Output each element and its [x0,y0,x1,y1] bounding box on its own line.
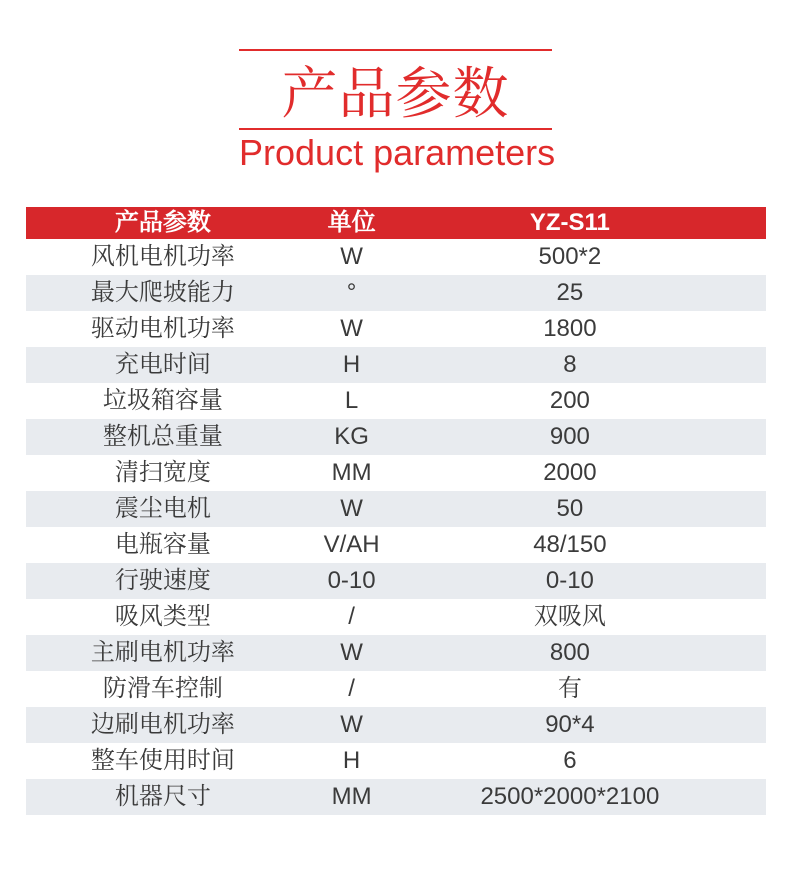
row-unit: L [344,387,359,414]
table-header-row [26,207,766,239]
row-value: 90*4 [545,711,595,738]
row-unit: 0-10 [327,567,376,594]
column-header-parameter: 产品参数 [114,209,211,236]
row-parameter-name: 震尘电机 [114,495,211,522]
table-row [26,563,766,599]
row-value: 8 [563,351,577,378]
row-value: 2500*2000*2100 [480,783,660,810]
row-value: 48/150 [533,531,607,558]
row-parameter-name: 垃圾箱容量 [102,387,223,414]
row-unit: / [348,603,355,630]
row-parameter-name: 整机总重量 [102,423,223,450]
row-unit: KG [334,423,369,450]
row-unit: MM [331,459,372,486]
table-row [26,599,766,635]
column-header-model: YZ-S11 [529,209,610,236]
row-parameter-name: 最大爬坡能力 [90,279,235,306]
row-unit: W [340,639,363,666]
row-value: 50 [556,495,584,522]
table-row [26,635,766,671]
table-row [26,239,766,275]
page-subtitle: Product parameters [239,132,556,173]
row-parameter-name: 机器尺寸 [114,783,211,810]
row-parameter-name: 防滑车控制 [102,675,223,702]
row-parameter-name: 整车使用时间 [90,747,235,774]
row-unit: / [348,675,355,702]
table-row [26,743,766,779]
row-parameter-name: 清扫宽度 [114,459,211,486]
row-unit: ° [346,279,357,306]
table-row [26,671,766,707]
row-parameter-name: 主刷电机功率 [90,639,235,666]
row-unit: W [340,711,363,738]
table-row [26,383,766,419]
table-row [26,311,766,347]
table-row [26,491,766,527]
row-parameter-name: 边刷电机功率 [90,711,235,738]
table-row [26,779,766,815]
row-parameter-name: 驱动电机功率 [90,315,235,342]
row-unit: MM [331,783,372,810]
page-title: 产品参数 [281,61,510,125]
table-row [26,455,766,491]
row-parameter-name: 行驶速度 [114,567,211,594]
row-parameter-name: 风机电机功率 [90,243,235,270]
row-value: 200 [549,387,590,414]
row-value: 1800 [543,315,597,342]
row-value: 25 [556,279,584,306]
row-value: 2000 [543,459,597,486]
table-row [26,707,766,743]
table-row [26,275,766,311]
table-row [26,419,766,455]
row-unit: W [340,315,363,342]
row-unit: W [340,243,363,270]
title-block [239,49,556,173]
row-parameter-name: 吸风类型 [114,603,211,630]
spec-table [26,207,766,815]
column-header-unit: 单位 [327,209,376,236]
table-body [26,239,766,815]
row-parameter-name: 充电时间 [114,351,211,378]
row-unit: W [340,495,363,522]
row-value: 有 [557,675,582,702]
row-value: 0-10 [545,567,594,594]
table-row [26,347,766,383]
row-value: 500*2 [538,243,602,270]
row-parameter-name: 电瓶容量 [114,531,211,558]
row-value: 800 [549,639,590,666]
row-unit: H [342,747,361,774]
row-value: 6 [563,747,577,774]
table-row [26,527,766,563]
row-value: 900 [549,423,590,450]
row-unit: V/AH [323,531,380,558]
row-value: 双吸风 [533,603,606,630]
row-unit: H [342,351,361,378]
